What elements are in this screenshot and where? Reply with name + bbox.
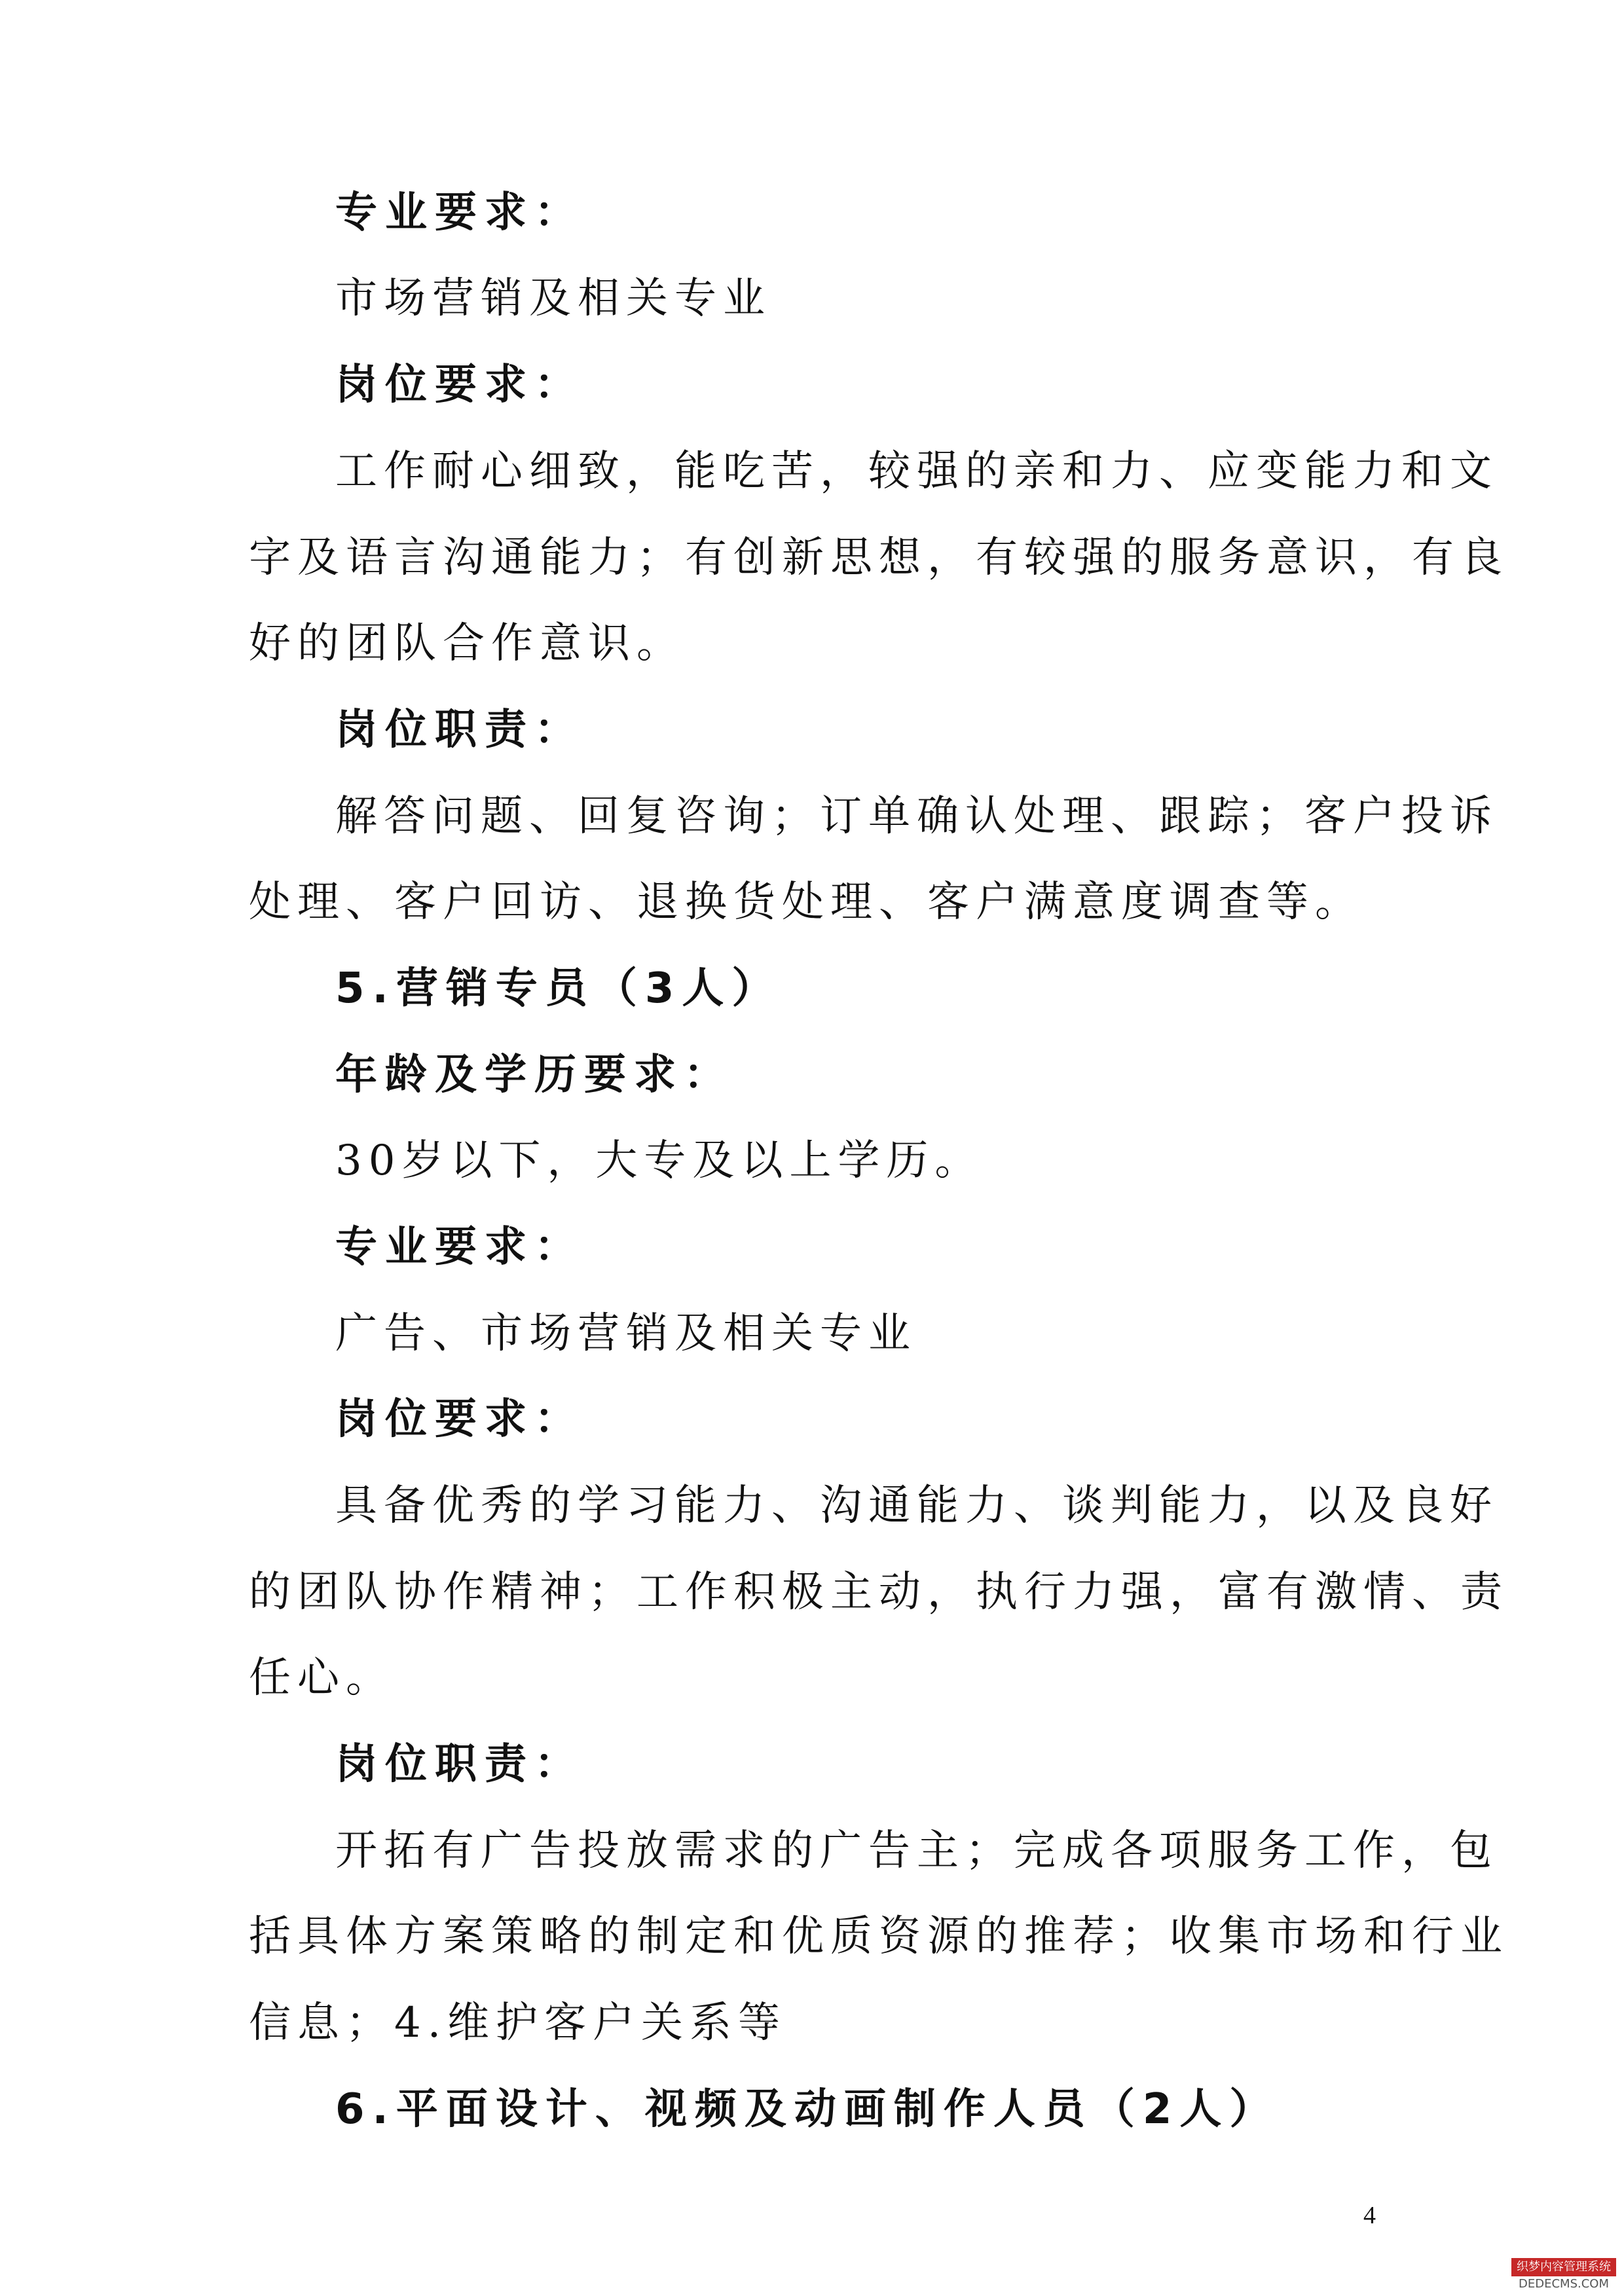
paragraph-line: 解答问题、回复咨询；订单确认处理、跟踪；客户投诉	[335, 792, 1498, 841]
paragraph-line: 字及语言沟通能力；有创新思想，有较强的服务意识，有良	[249, 534, 1509, 582]
paragraph-line: 好的团队合作意识。	[249, 619, 685, 668]
paragraph-line: 广告、市场营销及相关专业	[335, 1309, 917, 1358]
page-number: 4	[1363, 2202, 1376, 2229]
section-heading-design-video-animation: 6.平面设计、视频及动画制作人员（2人）	[335, 2085, 1280, 2134]
section-heading-position-duties: 岗位职责：	[335, 706, 584, 754]
paragraph-line: 开拓有广告投放需求的广告主；完成各项服务工作，包	[335, 1827, 1498, 1875]
section-heading-position-duties: 岗位职责：	[335, 1740, 584, 1789]
watermark-bottom-text: DEDECMS.COM	[1519, 2277, 1609, 2291]
paragraph-line: 信息；4.维护客户关系等	[249, 1999, 787, 2047]
watermark	[1511, 2258, 1616, 2291]
paragraph-line: 30岁以下，大专及以上学历。	[335, 1137, 984, 1185]
paragraph-line: 任心。	[249, 1654, 394, 1702]
watermark-top-text: 织梦内容管理系统	[1511, 2258, 1616, 2276]
section-heading-age-education: 年龄及学历要求：	[335, 1051, 733, 1099]
paragraph-line: 的团队协作精神；工作积极主动，执行力强，富有激情、责	[249, 1568, 1509, 1616]
section-heading-major-requirements: 专业要求：	[335, 189, 584, 237]
section-heading-position-requirements: 岗位要求：	[335, 361, 584, 409]
paragraph-line: 处理、客户回访、退换货处理、客户满意度调查等。	[249, 878, 1363, 926]
section-heading-major-requirements: 专业要求：	[335, 1223, 584, 1271]
paragraph-line: 工作耐心细致，能吃苦，较强的亲和力、应变能力和文	[335, 447, 1498, 496]
paragraph-line: 括具体方案策略的制定和优质资源的推荐；收集市场和行业	[249, 1912, 1509, 1961]
section-heading-position-requirements: 岗位要求：	[335, 1395, 584, 1444]
section-heading-marketing-specialist: 5.营销专员（3人）	[335, 964, 782, 1013]
paragraph-line: 市场营销及相关专业	[335, 274, 771, 323]
paragraph-line: 具备优秀的学习能力、沟通能力、谈判能力，以及良好	[335, 1482, 1498, 1530]
